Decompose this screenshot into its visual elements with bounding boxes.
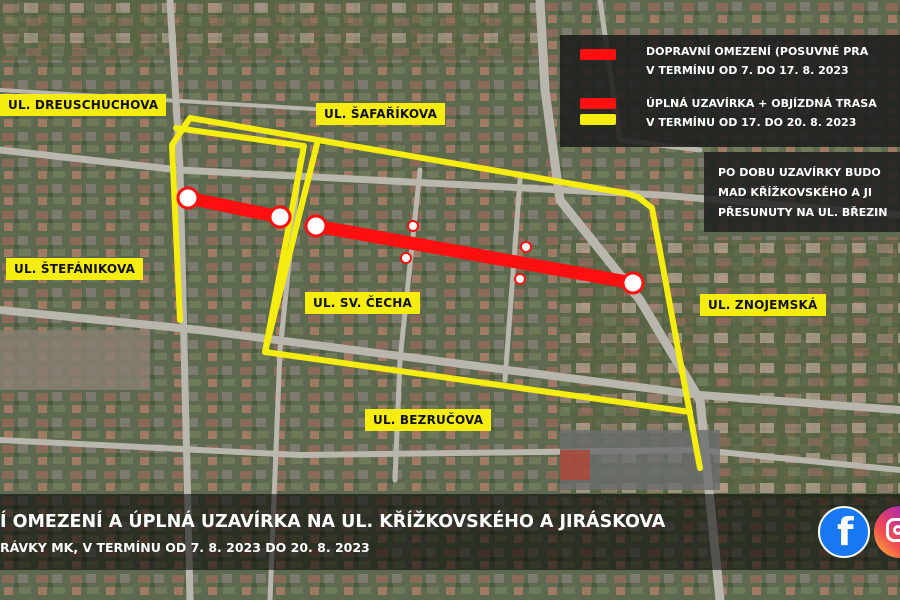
note-line-3: PŘESUNUTY NA UL. BŘEZIN: [718, 206, 888, 219]
street-label-dreuschuchova: UL. DREUSCHUCHOVA: [0, 94, 166, 116]
map-legend: [560, 35, 900, 147]
legend-swatch-restriction: [580, 49, 616, 60]
street-label-bezrucova: UL. BEZRUČOVA: [365, 409, 491, 431]
banner-title: Í OMEZENÍ A ÚPLNÁ UZAVÍRKA NA UL. KŘÍŽKOVSKÉHO A JIRÁSKOVA: [0, 512, 666, 532]
legend-swatch-detour: [580, 114, 616, 125]
street-label-znojemska: UL. ZNOJEMSKÁ: [700, 294, 826, 316]
legend-swatch-closure: [580, 98, 616, 109]
bottom-banner: [0, 494, 900, 570]
banner-subtitle: RÁVKY MK, V TERMÍNU OD 7. 8. 2023 DO 20. 8. 2023: [0, 540, 370, 555]
legend-item2-line2: V TERMÍNU OD 17. DO 20. 8. 2023: [646, 116, 857, 129]
legend-item1-line1: DOPRAVNÍ OMEZENÍ (POSUVNÉ PRA: [646, 45, 869, 58]
note-line-2: MAD KŘÍŽKOVSKÉHO A JI: [718, 186, 872, 199]
legend-item2-line1: ÚPLNÁ UZAVÍRKA + OBJÍZDNÁ TRASA: [646, 97, 877, 110]
info-note: [704, 152, 900, 232]
street-label-stefanikova: UL. ŠTEFÁNIKOVA: [6, 258, 143, 280]
facebook-icon[interactable]: [818, 506, 870, 558]
note-line-1: PO DOBU UZAVÍRKY BUDO: [718, 166, 881, 179]
street-label-safarikova: UL. ŠAFAŘÍKOVA: [316, 103, 445, 125]
street-label-sv-cecha: UL. SV. ČECHA: [305, 292, 420, 314]
facebook-glyph: f: [837, 510, 854, 554]
legend-item1-line2: V TERMÍNU OD 7. DO 17. 8. 2023: [646, 64, 849, 77]
